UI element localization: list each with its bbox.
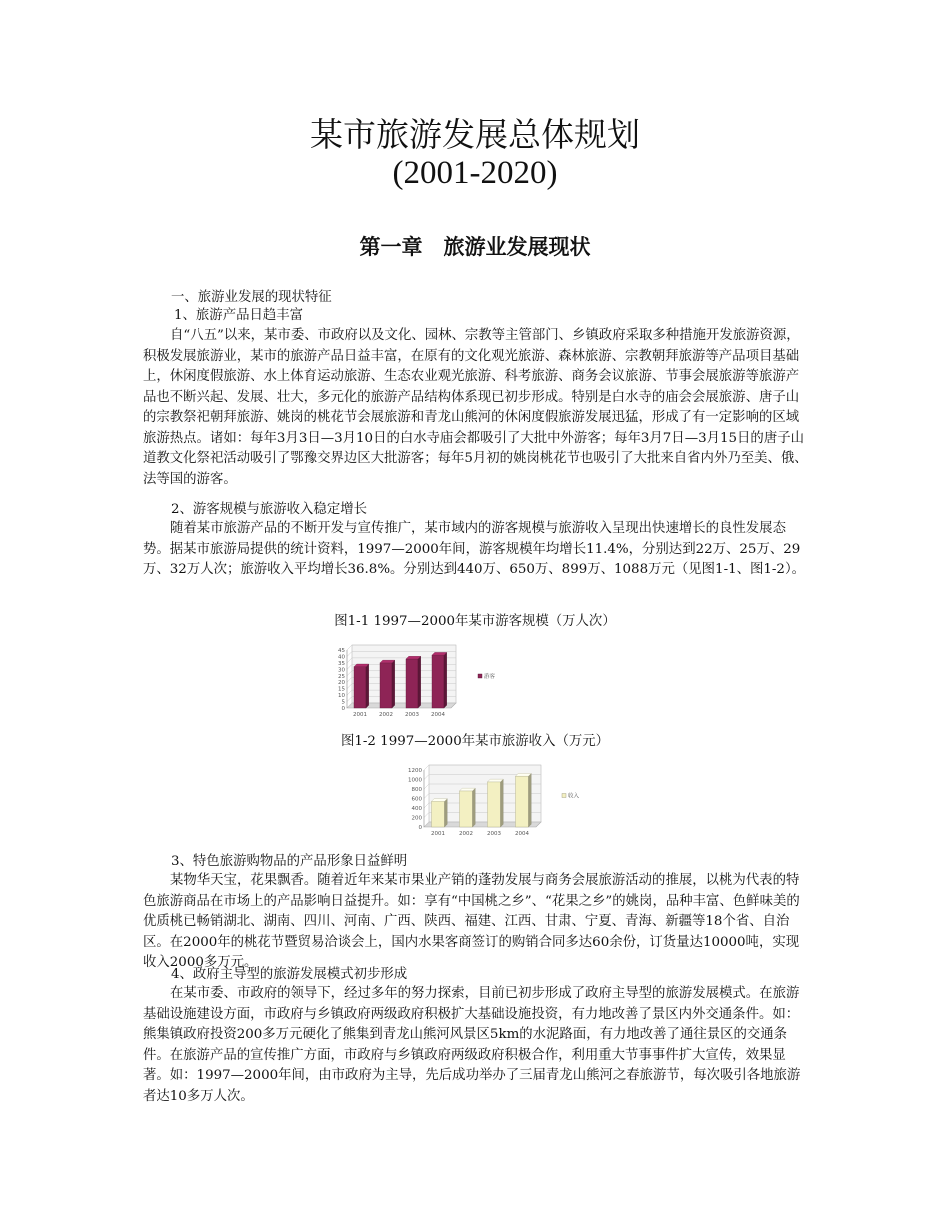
y-tick-label: 400 bbox=[411, 806, 422, 812]
x-tick-label: 2001 bbox=[431, 831, 445, 837]
y-tick-label: 1000 bbox=[408, 777, 422, 784]
x-tick-label: 2004 bbox=[515, 831, 529, 837]
bar-top-2002 bbox=[380, 660, 395, 663]
y-tick-label: 0 bbox=[341, 706, 345, 712]
subheading-2: 2、游客规模与旅游收入稳定增长 bbox=[171, 502, 367, 517]
bar-side-2004 bbox=[444, 652, 447, 708]
paragraph-1: 自“八五”以来，某市委、市政府以及文化、园林、宗教等主管部门、乡镇政府采取多种措施开发旅游资源，积极发展旅游业，某市的旅游产品日益丰富，在原有的文化观光旅游、森林旅游、宗教朝拜旅游等产品项目基础上，休闲度假旅游、水上体育运动旅游、生态农业观光旅游、科考旅游、商务会议旅游、节事会展旅游等旅游产品也不断兴起、发展、壮大，多元化的旅游产品结构体系现已初步形成。特别是白水寺的庙会会展旅游、唐子山的宗教祭祀朝拜旅游、姚岗的桃花节会展旅游和青龙山熊河的休闲度假旅游发展迅猛，形成了有一定影响的区域旅游热点。诸如：每年3月3日—3月10日的白水寺庙会都吸引了大批中外游客；每年3月7日—3月15日的唐子山道教文化祭祀活动吸引了鄂豫交界边区大批游客；每年5月初的姚岗桃花节也吸引了大批来自省内外乃至美、俄、法等国的游客。 bbox=[143, 328, 808, 487]
x-tick-label: 2002 bbox=[459, 831, 473, 837]
legend-swatch bbox=[478, 674, 482, 678]
y-tick-label: 600 bbox=[411, 796, 422, 803]
y-tick-label: 35 bbox=[338, 660, 345, 667]
y-tick-label: 30 bbox=[338, 667, 345, 674]
gridline-side bbox=[347, 697, 352, 702]
bar-side-2003 bbox=[501, 779, 504, 827]
bar-top-2003 bbox=[488, 779, 504, 782]
bar-side-2004 bbox=[529, 773, 532, 827]
y-tick-label: 40 bbox=[338, 654, 345, 661]
gridline-side bbox=[424, 794, 429, 799]
bar-side-2001 bbox=[366, 664, 369, 708]
figure-1-chart bbox=[338, 640, 518, 722]
gridline-side bbox=[347, 690, 352, 695]
bar-front-2004 bbox=[516, 776, 529, 827]
gridline-side bbox=[347, 677, 352, 682]
bar-front-2001 bbox=[354, 667, 366, 708]
bar-top-2003 bbox=[406, 656, 421, 659]
x-tick-label: 2003 bbox=[487, 831, 501, 837]
subheading-4: 4、政府主导型的旅游发展模式初步形成 bbox=[171, 967, 408, 982]
y-tick-label: 10 bbox=[338, 693, 345, 700]
figure-2-caption: 图1-2 1997—2000年某市旅游收入（万元） bbox=[340, 734, 610, 749]
legend-swatch bbox=[562, 794, 566, 798]
gridline-side bbox=[347, 684, 352, 689]
figure-1-caption: 图1-1 1997—2000年某市游客规模（万人次） bbox=[334, 614, 616, 629]
gridline-side bbox=[424, 765, 429, 770]
paragraph-2: 随着某市旅游产品的不断开发与宣传推广，某市域内的游客规模与旅游收入呈现出快速增长的良性发展态势。据某市旅游局提供的统计资料，1997—2000年间，游客规模年均增长11.4%，分别达到22万、25万、29万、32万人次；旅游收入平均增长36.8%。分别达到440万、650万、899万、1088万元（见图1-1、图1-2）。 bbox=[143, 521, 806, 577]
bar-top-2004 bbox=[516, 773, 532, 776]
legend-label: 游客 bbox=[484, 674, 496, 680]
y-tick-label: 45 bbox=[338, 648, 345, 654]
y-tick-label: 0 bbox=[418, 825, 422, 831]
bar-side-2003 bbox=[418, 656, 421, 708]
paragraph-3: 某物华天宝，花果飘香。随着近年来某市果业产销的蓬勃发展与商务会展旅游活动的推展，以桃为代表的特色旅游商品在市场上的产品影响日益提升。如：享有“中国桃之乡”、“花果之乡”的姚岗，品种丰富、色鲜味美的优质桃已畅销湖北、湖南、四川、河南、广西、陕西、福建、江西、甘肃、宁夏、青海、新疆等18个省、自治区。在2000年的桃花节暨贸易洽谈会上，国内水果客商签订的购销合同多达60余份，订货量达10000吨，实现收入2000多万元。 bbox=[143, 873, 800, 970]
gridline-side bbox=[347, 651, 352, 656]
x-tick-label: 2004 bbox=[431, 712, 445, 718]
document-title: 某市旅游发展总体规划 bbox=[310, 118, 640, 154]
bar-front-2004 bbox=[432, 655, 444, 708]
section-heading: 一、旅游业发展的现状特征 bbox=[171, 290, 332, 305]
y-tick-label: 25 bbox=[338, 673, 345, 680]
bar-front-2002 bbox=[460, 791, 473, 827]
chapter-heading: 第一章 旅游业发展现状 bbox=[359, 235, 591, 259]
gridline-side bbox=[347, 671, 352, 676]
y-tick-label: 20 bbox=[338, 680, 345, 687]
x-tick-label: 2002 bbox=[379, 712, 393, 718]
x-tick-label: 2003 bbox=[405, 712, 419, 718]
y-tick-label: 800 bbox=[411, 787, 422, 793]
bar-front-2001 bbox=[432, 801, 445, 827]
gridline-side bbox=[424, 784, 429, 789]
bar-top-2004 bbox=[432, 652, 447, 655]
y-tick-label: 200 bbox=[411, 815, 422, 822]
y-tick-label: 5 bbox=[341, 699, 345, 706]
gridline-side bbox=[347, 658, 352, 663]
subheading-1: 1、旅游产品日趋丰富 bbox=[174, 308, 304, 323]
gridline-side bbox=[347, 645, 352, 650]
x-tick-label: 2001 bbox=[353, 712, 367, 718]
bar-top-2002 bbox=[460, 788, 476, 791]
bar-top-2001 bbox=[432, 799, 448, 802]
subheading-3: 3、特色旅游购物品的产品形象日益鲜明 bbox=[171, 854, 408, 869]
figure-2-chart bbox=[400, 762, 600, 842]
bar-top-2001 bbox=[354, 664, 369, 667]
gridline-side bbox=[424, 803, 429, 808]
y-tick-label: 1200 bbox=[408, 768, 422, 774]
gridline-side bbox=[424, 775, 429, 780]
paragraph-4: 在某市委、市政府的领导下，经过多年的努力探索，目前已初步形成了政府主导型的旅游发展模式。在旅游基础设施建设方面，市政府与乡镇政府两级政府积极扩大基础设施投资，有力地改善了景区内外交通条件。如：熊集镇政府投资200多万元硬化了熊集到青龙山熊河风景区5km的水泥路面，有力地改善了通往景区的交通条件。在旅游产品的宣传推广方面，市政府与乡镇政府两级政府积极合作，利用重大节事事件扩大宣传，效果显著。如：1997—2000年间，由市政府为主导，先后成功举办了三届青龙山熊河之春旅游节，每次吸引各地旅游者达10多万人次。 bbox=[143, 986, 801, 1104]
bar-side-2001 bbox=[445, 799, 448, 827]
legend-label: 收入 bbox=[568, 793, 580, 800]
bar-front-2003 bbox=[406, 659, 418, 708]
bar-front-2002 bbox=[380, 663, 392, 708]
gridline-side bbox=[424, 813, 429, 818]
bar-side-2002 bbox=[392, 660, 395, 708]
document-subtitle-years: (2001-2020) bbox=[392, 155, 558, 191]
gridline-side bbox=[347, 664, 352, 669]
y-tick-label: 15 bbox=[338, 686, 345, 693]
bar-side-2002 bbox=[473, 788, 476, 827]
bar-front-2003 bbox=[488, 782, 501, 827]
